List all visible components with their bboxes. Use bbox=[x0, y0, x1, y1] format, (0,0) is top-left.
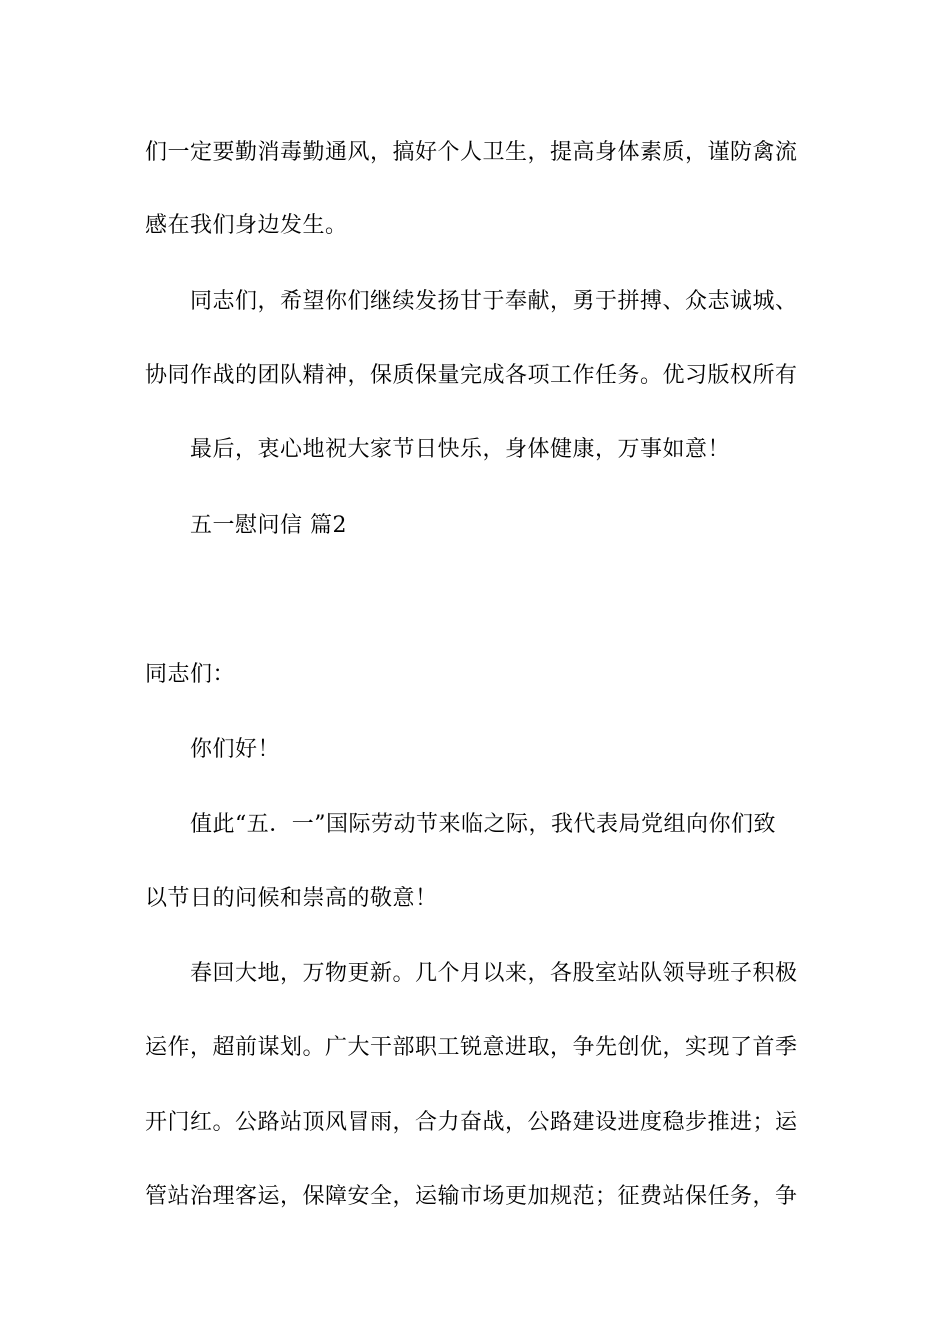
paragraph-line: 运作，超前谋划。广大干部职工锐意进取，争先创优，实现了首季 bbox=[145, 1035, 798, 1060]
paragraph-line: 同志们，希望你们继续发扬甘于奉献，勇于拼搏、众志诚城、 bbox=[190, 289, 798, 314]
paragraph-line: 春回大地，万物更新。几个月以来，各股室站队领导班子积极 bbox=[190, 961, 798, 986]
paragraph-line: 协同作战的团队精神，保质保量完成各项工作任务。优习版权所有 bbox=[145, 363, 798, 388]
section-heading: 五一慰问信 篇2 bbox=[190, 513, 347, 538]
paragraph-line: 以节日的问候和崇高的敬意！ bbox=[145, 886, 438, 911]
salutation: 同志们： bbox=[145, 662, 236, 687]
paragraph-line: 最后，衷心地祝大家节日快乐，身体健康，万事如意！ bbox=[190, 437, 731, 462]
greeting: 你们好！ bbox=[190, 737, 281, 762]
paragraph-line: 感在我们身边发生。 bbox=[145, 213, 348, 238]
paragraph-line: 值此“五．一”国际劳动节来临之际，我代表局党组向你们致 bbox=[190, 812, 776, 837]
paragraph-line: 们一定要勤消毒勤通风，搞好个人卫生，提高身体素质，谨防禽流 bbox=[145, 140, 798, 165]
paragraph-line: 管站治理客运，保障安全，运输市场更加规范；征费站保任务，争 bbox=[145, 1184, 798, 1209]
paragraph-line: 开门红。公路站顶风冒雨，合力奋战，公路建设进度稳步推进；运 bbox=[145, 1110, 798, 1135]
